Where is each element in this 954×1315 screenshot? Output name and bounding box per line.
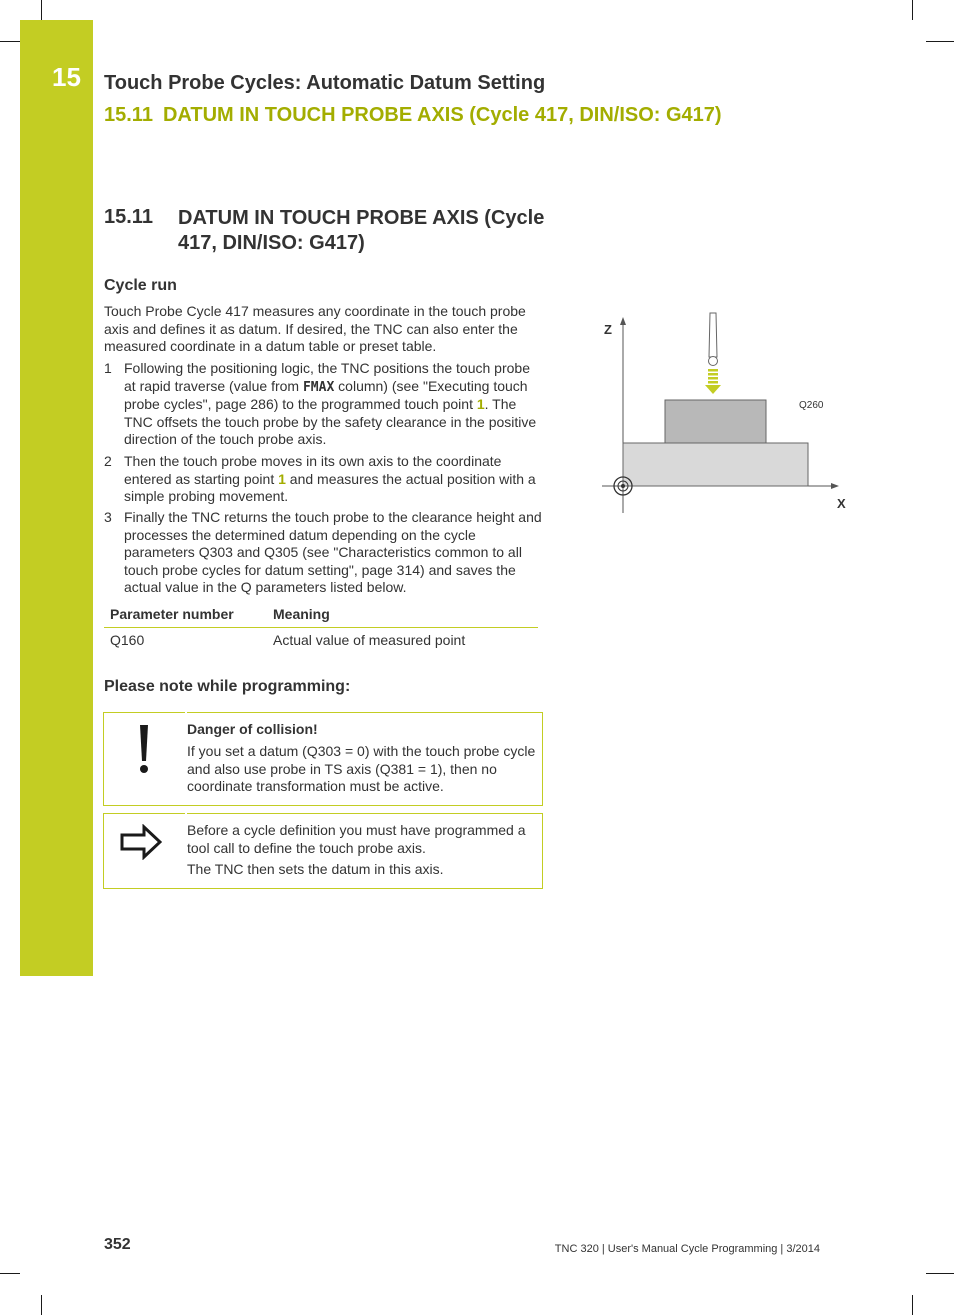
info-box — [103, 813, 543, 889]
touch-point-ref: 1 — [278, 470, 286, 487]
section-heading: DATUM IN TOUCH PROBE AXIS (Cycle 417, DIN/ISO: G417) — [178, 207, 545, 254]
x-axis-arrow — [831, 483, 839, 489]
info-text-2: The TNC then sets the datum in this axis. — [187, 861, 444, 877]
list-number: 2 — [104, 453, 112, 469]
page-number: 352 — [104, 1236, 131, 1253]
x-label: X — [837, 496, 846, 511]
probe-figure — [588, 305, 858, 520]
probe-ball — [709, 357, 718, 366]
z-axis-arrow — [620, 317, 626, 325]
probe-stylus — [709, 313, 717, 357]
cycle-run-heading: Cycle run — [104, 277, 177, 294]
chapter-sidebar — [20, 20, 93, 976]
workpiece-base — [623, 443, 808, 486]
crop-mark — [41, 0, 42, 20]
running-section-title — [104, 104, 722, 127]
danger-title: Danger of collision! — [187, 721, 318, 737]
table-cell-meaning: Actual value of measured point — [273, 632, 466, 648]
info-text-1: Before a cycle definition you must have programmed a tool call to define the touch probe axis. — [187, 822, 526, 856]
chapter-number: 15 — [52, 62, 81, 92]
list-text: Following the positioning logic, the TNC positions the touch probe at rapid traverse (value from FMAX column) (see "Executing touch probe cycles", page 286) to the programmed touch point 1. The TNC offsets the touch probe by the safety clearance in the positive direction of the touch probe axis. — [124, 360, 537, 447]
list-number: 3 — [104, 509, 112, 525]
probe-direction-arrow — [705, 369, 721, 394]
footer-text: TNC 320 | User's Manual Cycle Programming | 3/2014 — [554, 1243, 820, 1255]
list-text: Finally the TNC returns the touch probe to the clearance height and processes the determined datum depending on the cycle parameters Q303 and Q305 (see "Characteristics common to all touch probe cycles for datum setting", page 314) and saves the actual value in the Q parameters listed below. — [124, 509, 542, 595]
note-heading: Please note while programming: — [104, 678, 351, 695]
z-label: Z — [604, 322, 612, 337]
arrow-right-icon — [120, 824, 162, 860]
crop-mark — [912, 1295, 913, 1315]
workpiece-top — [665, 400, 766, 443]
crop-mark — [41, 1295, 42, 1315]
table-cell-param: Q160 — [110, 632, 145, 648]
running-section-text: DATUM IN TOUCH PROBE AXIS (Cycle 417, DIN/ISO: G417) — [162, 104, 722, 126]
list-number: 1 — [104, 360, 112, 376]
running-section-number: 15.11 — [104, 104, 153, 126]
danger-text: If you set a datum (Q303 = 0) with the touch probe cycle and also use probe in TS axis (Q381 = 1), then no coordinate transformation must be active. — [187, 743, 536, 794]
list-text: Then the touch probe moves in its own axis to the coordinate entered as starting point 1 and measures the actual position with a simple probing movement. — [124, 453, 536, 504]
q260-label: Q260 — [799, 400, 824, 411]
chapter-title: Touch Probe Cycles: Automatic Datum Setting — [104, 72, 546, 94]
crop-mark — [0, 1273, 20, 1274]
touch-point-ref: 1 — [476, 396, 485, 412]
exclamation-icon — [132, 723, 156, 773]
table-header-meaning: Meaning — [273, 606, 330, 622]
table-rule — [104, 627, 538, 628]
table-header-param: Parameter number — [110, 606, 234, 622]
crop-mark — [926, 1273, 954, 1274]
fmax-code: FMAX — [302, 379, 335, 395]
danger-box — [103, 712, 543, 806]
crop-mark — [0, 41, 20, 42]
crop-mark — [926, 41, 954, 42]
probe-diagram — [588, 305, 858, 520]
cycle-run-intro: Touch Probe Cycle 417 measures any coordinate in the touch probe axis and defines it as datum. If desired, the TNC can also enter the measured coordinate in a datum table or preset table. — [104, 303, 526, 354]
section-number: 15.11 — [104, 206, 153, 228]
crop-mark — [912, 0, 913, 20]
